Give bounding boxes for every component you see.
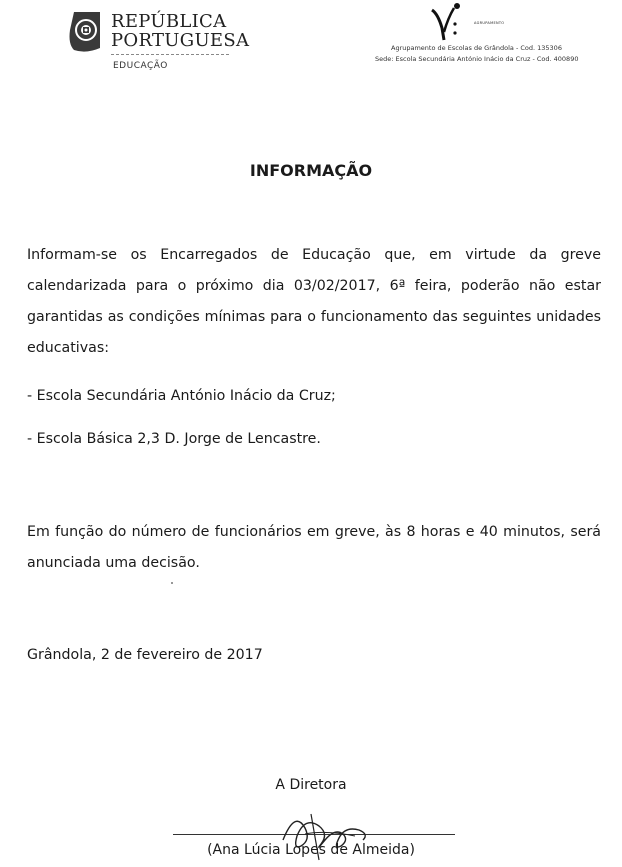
signatory-name: (Ana Lúcia Lopes de Almeida) bbox=[207, 842, 415, 858]
document-title: INFORMAÇÃO bbox=[249, 161, 373, 180]
school-seat-info: Sede: Escola Secundária António Inácio da Cruz - Cod. 400890 bbox=[375, 55, 579, 63]
republica-portuguesa-emblem-icon bbox=[66, 10, 102, 54]
header-divider bbox=[111, 54, 229, 55]
school-group-info: Agrupamento de Escolas de Grândola - Cod. 135306 bbox=[391, 44, 562, 52]
stray-mark bbox=[171, 582, 173, 584]
list-item: - Escola Secundária António Inácio da Cruz; bbox=[27, 388, 336, 404]
signatory-role: A Diretora bbox=[275, 777, 347, 793]
portuguesa-label: PORTUGUESA bbox=[111, 30, 250, 51]
agrupamento-logo-word: AGRUPAMENTO bbox=[474, 21, 505, 25]
agrupamento-logo-icon bbox=[426, 2, 466, 42]
republica-label: REPÚBLICA bbox=[111, 11, 227, 32]
ministry-label: EDUCAÇÃO bbox=[113, 61, 168, 71]
decision-paragraph: Em função do número de funcionários em greve, às 8 horas e 40 minutos, será anunciada uma decisão. bbox=[27, 524, 601, 571]
intro-paragraph: Informam-se os Encarregados de Educação que, em virtude da greve calendarizada para o próximo dia 03/02/2017, 6ª feira, poderão não estar garantidas as condições mínimas para o funcionamento das seguintes unidades educativas: bbox=[27, 247, 601, 356]
list-item: - Escola Básica 2,3 D. Jorge de Lencastre. bbox=[27, 431, 321, 447]
dateline: Grândola, 2 de fevereiro de 2017 bbox=[27, 647, 263, 663]
